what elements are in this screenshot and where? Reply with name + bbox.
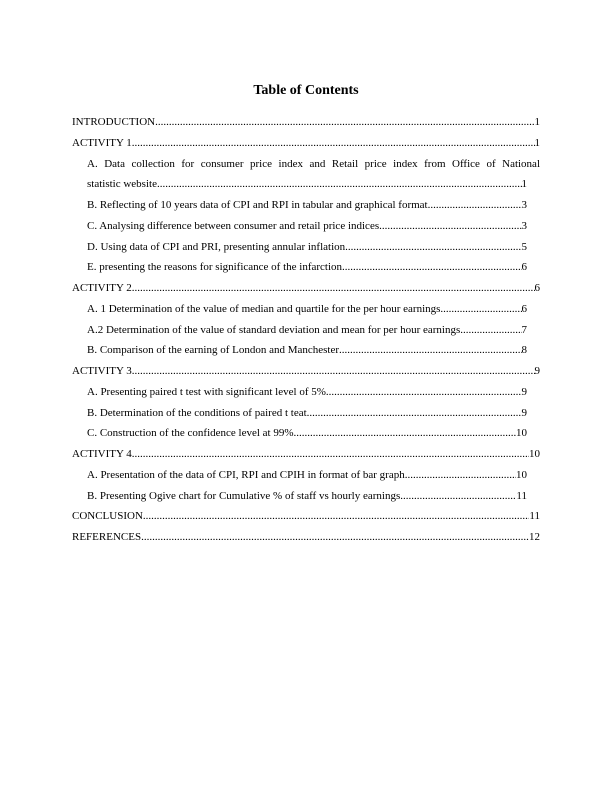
toc-entry[interactable]	[87, 237, 527, 258]
toc-entry-title: ACTIVITY 3	[72, 365, 132, 377]
toc-entry-title: C. Analysing difference between consumer and retail price indices	[87, 219, 380, 232]
toc-entry-page: 6	[521, 261, 527, 274]
toc-entry[interactable]	[87, 403, 527, 424]
toc-entry-activity-2[interactable]	[72, 278, 540, 299]
toc-entry[interactable]	[87, 195, 527, 216]
dot-leader	[141, 527, 529, 548]
toc-entry[interactable]	[87, 340, 527, 361]
toc-entry-page: 1	[521, 178, 527, 191]
toc-entry-title: B. Presenting Ogive chart for Cumulative % of staff vs hourly earnings	[87, 489, 401, 502]
toc-entry-title: statistic website	[87, 178, 157, 191]
toc-entry-page: 5	[521, 240, 527, 253]
toc-entry-title: A.2 Determination of the value of standard deviation and mean for per hour earnings	[87, 323, 461, 336]
dot-leader	[294, 423, 517, 444]
toc-heading: Table of Contents	[253, 83, 359, 98]
dot-leader	[132, 361, 535, 382]
toc-entry-title: ACTIVITY 4	[72, 448, 132, 460]
toc-entry[interactable]	[87, 320, 527, 341]
dot-leader	[143, 506, 530, 527]
toc-entry-page: 8	[521, 344, 527, 357]
dot-leader	[132, 444, 529, 465]
toc-entry-activity-3[interactable]	[72, 361, 540, 382]
dot-leader	[132, 133, 535, 154]
toc-entry-title: A. 1 Determination of the value of median and quartile for the per hour earnings	[87, 302, 441, 315]
toc-entry-page: 9	[521, 385, 527, 398]
toc-entry[interactable]	[87, 299, 527, 320]
toc-entry[interactable]	[87, 423, 527, 444]
toc-entry-page: 12	[529, 531, 540, 543]
toc-entry-title: D. Using data of CPI and PRI, presenting annular inflation	[87, 240, 346, 253]
toc-entry[interactable]	[87, 465, 527, 486]
toc-entry-title: ACTIVITY 1	[72, 136, 132, 149]
dot-leader	[339, 340, 521, 361]
toc-entry-activity-4[interactable]	[72, 444, 540, 465]
toc-entry-introduction[interactable]	[72, 112, 540, 133]
dot-leader	[379, 216, 521, 237]
toc-entry-page: 10	[516, 427, 527, 440]
dot-leader	[345, 237, 521, 258]
toc-entry-page: 7	[521, 323, 527, 336]
dot-leader	[307, 403, 522, 424]
dot-leader	[400, 486, 516, 507]
toc-entry[interactable]	[87, 486, 527, 507]
toc-entry-page: 10	[516, 468, 527, 481]
toc-entry-title: E. presenting the reasons for significance of the infarction	[87, 261, 343, 274]
toc-entry-title: A. Presentation of the data of CPI, RPI and CPIH in format of bar graph	[87, 468, 405, 481]
table-of-contents	[72, 112, 540, 548]
toc-entry-conclusion[interactable]	[72, 506, 540, 527]
toc-entry-title: A. Presenting paired t test with significant level of 5%	[87, 385, 326, 398]
dot-leader	[157, 174, 522, 195]
toc-entry-page: 6	[521, 302, 527, 315]
dot-leader	[326, 382, 522, 403]
dot-leader	[155, 112, 534, 133]
toc-entry-title: B. Determination of the conditions of paired t teat	[87, 406, 307, 419]
toc-entry[interactable]	[87, 216, 527, 237]
toc-entry-activity-1[interactable]	[72, 133, 540, 154]
dot-leader	[405, 465, 516, 486]
toc-entry-page: 6	[534, 282, 540, 294]
toc-entry-page: 10	[529, 448, 540, 460]
dot-leader	[342, 257, 521, 278]
toc-entry-title: ACTIVITY 2	[72, 282, 132, 294]
toc-entry[interactable]	[87, 257, 527, 278]
toc-entry-page: 11	[529, 510, 540, 523]
dot-leader	[132, 278, 535, 299]
toc-entry-page: 11	[516, 489, 527, 502]
toc-entry-title-line1[interactable]: A. Data collection for consumer price index and Retail price index from Office of National	[87, 157, 540, 170]
toc-entry[interactable]	[87, 382, 527, 403]
toc-entry-page: 3	[521, 219, 527, 232]
toc-entry-page: 9	[534, 365, 540, 377]
toc-entry-data-collection[interactable]	[87, 174, 527, 195]
toc-entry-title: REFERENCES	[72, 531, 142, 543]
toc-entry-page: 3	[521, 199, 527, 211]
dot-leader	[428, 195, 522, 216]
toc-entry-title: B. Reflecting of 10 years data of CPI and RPI in tabular and graphical format	[87, 199, 428, 211]
toc-entry-title: INTRODUCTION	[72, 116, 156, 128]
toc-entry-page: 1	[534, 116, 540, 128]
toc-entry-title: CONCLUSION	[72, 510, 143, 523]
toc-entry-title: B. Comparison of the earning of London and Manchester	[87, 344, 340, 357]
toc-entry-page: 1	[534, 136, 540, 149]
dot-leader	[460, 320, 521, 341]
toc-entry-references[interactable]	[72, 527, 540, 548]
toc-entry-page: 9	[521, 406, 527, 419]
toc-entry-title: C. Construction of the confidence level at 99%	[87, 427, 294, 440]
dot-leader	[440, 299, 521, 320]
